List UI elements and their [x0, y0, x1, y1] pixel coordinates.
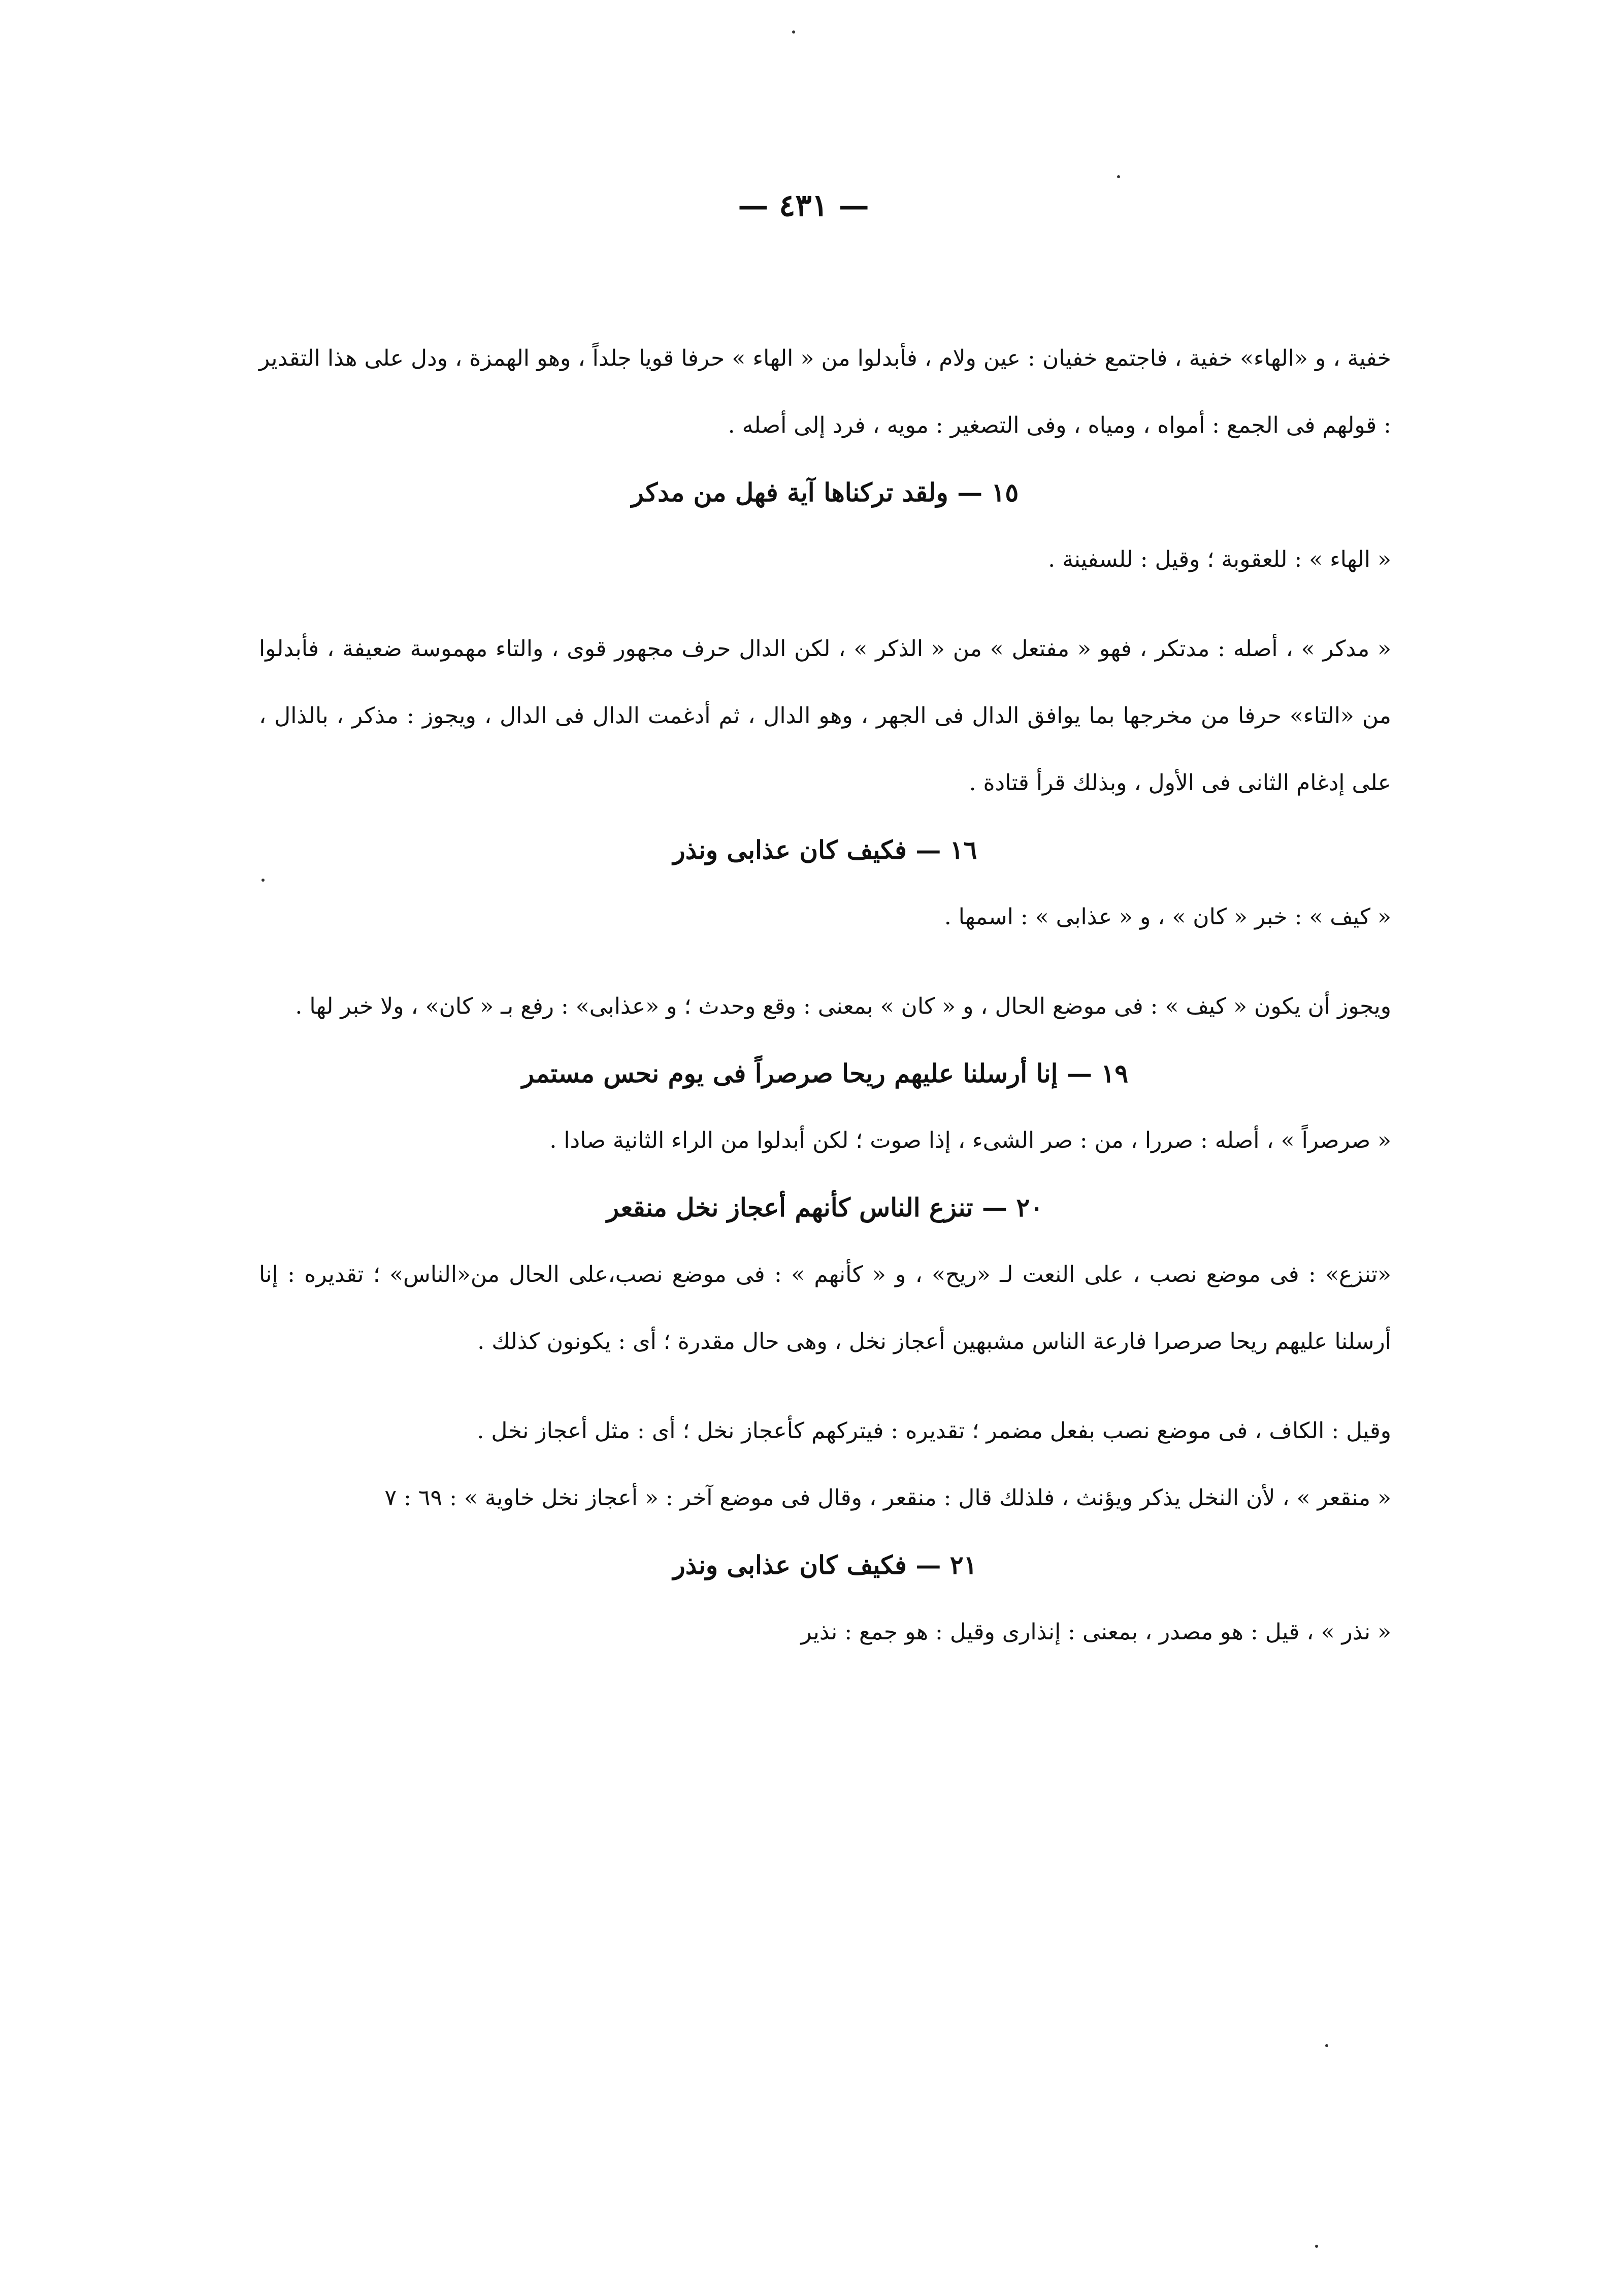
- paragraph: « مدكر » ، أصله : مدتكر ، فهو « مفتعل » من « الذكر » ، لكن الدال حرف مجهور قوى ، والتاء مهموسة ضعيفة ، فأبدلوا من «التاء» حرفا من مخرجها بما يوافق الدال فى الجهر ، وهو الدال ، ثم أدغمت الدال فى الدال ، ويجوز : مذكر ، بالذال ، على إدغام الثانى فى الأول ، وبذلك قرأ قتادة .: [259, 636, 1391, 796]
- scan-speck: [1325, 2044, 1328, 2047]
- verse-number: ١٥: [991, 477, 1019, 507]
- paragraph: وقيل : الكاف ، فى موضع نصب بفعل مضمر ؛ تقديره : فيتركهم كأعجاز نخل ؛ أى : مثل أعجاز نخل .: [477, 1418, 1391, 1444]
- verse-text: إنا أرسلنا عليهم ريحا صرصراً فى يوم نحس مستمر: [521, 1058, 1058, 1088]
- verse-heading: ٢٠ — تنزع الناس كأنهم أعجاز نخل منقعر: [606, 1192, 1044, 1222]
- verse-number: ١٦: [949, 835, 977, 865]
- paragraph: « منقعر » ، لأن النخل يذكر ويؤنث ، فلذلك قال : منقعر ، وقال فى موضع آخر : « أعجاز نخل خاوية » : ٦٩ : ٧: [384, 1485, 1391, 1511]
- scan-speck: [1117, 175, 1120, 178]
- verse-heading: ٢١ — فكيف كان عذابى ونذر: [673, 1550, 977, 1580]
- verse-text: تنزع الناس كأنهم أعجاز نخل منقعر: [606, 1192, 973, 1222]
- page-number: — ٤٣١ —: [738, 188, 869, 223]
- paragraph: « كيف » : خبر « كان » ، و « عذابى » : اسمها .: [944, 904, 1391, 930]
- paragraph: خفية ، و «الهاء» خفية ، فاجتمع خفيان : عين ولام ، فأبدلوا من « الهاء » حرفا قويا جلداً ، وهو الهمزة ، ودل على هذا التقدير : قولهم فى الجمع : أمواه ، ومياه ، وفى التصغير : مويه ، فرد إلى أصله .: [259, 345, 1392, 438]
- verse-text: ولقد تركناها آية فهل من مدكر: [631, 477, 948, 507]
- scan-speck: [1315, 2245, 1318, 2248]
- paragraph: « صرصراً » ، أصله : صررا ، من : صر الشىء ، إذا صوت ؛ لكن أبدلوا من الراء الثانية صادا .: [549, 1127, 1391, 1153]
- verse-number: ٢١: [949, 1550, 977, 1580]
- verse-text: فكيف كان عذابى ونذر: [673, 835, 907, 865]
- verse-number: ٢٠: [1016, 1192, 1044, 1222]
- paragraph: ويجوز أن يكون « كيف » : فى موضع الحال ، و « كان » بمعنى : وقع وحدث ؛ و «عذابى» : رفع بـ « كان» ، ولا خبر لها .: [295, 993, 1391, 1019]
- verse-text: فكيف كان عذابى ونذر: [673, 1550, 907, 1580]
- scan-speck: [261, 879, 265, 882]
- page-body: [259, 325, 1391, 1666]
- verse-heading: ١٦ — فكيف كان عذابى ونذر: [673, 835, 977, 865]
- verse-number: ١٩: [1101, 1058, 1129, 1088]
- paragraph: « الهاء » : للعقوبة ؛ وقيل : للسفينة .: [1048, 546, 1391, 572]
- paragraph: « نذر » ، قيل : هو مصدر ، بمعنى : إنذارى وقيل : هو جمع : نذير: [801, 1619, 1391, 1645]
- verse-heading: ١٩ — إنا أرسلنا عليهم ريحا صرصراً فى يوم نحس مستمر: [521, 1058, 1129, 1088]
- verse-heading: ١٥ — ولقد تركناها آية فهل من مدكر: [631, 477, 1019, 507]
- scan-speck: [792, 30, 795, 34]
- paragraph: «تنزع» : فى موضع نصب ، على النعت لـ «ريح» ، و « كأنهم » : فى موضع نصب،على الحال من«الناس» ؛ تقديره : إنا أرسلنا عليهم ريحا صرصرا فارعة الناس مشبهين أعجاز نخل ، وهى حال مقدرة ؛ أى : يكونون كذلك .: [259, 1262, 1391, 1354]
